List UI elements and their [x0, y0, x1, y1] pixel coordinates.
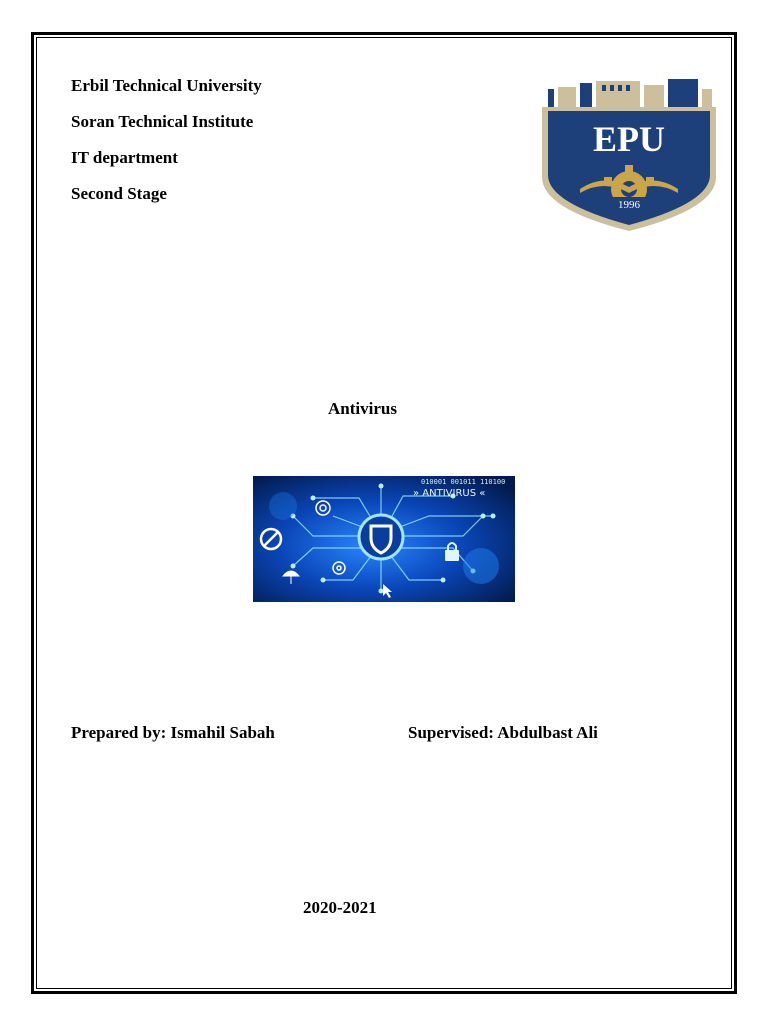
- shield-icon: [359, 515, 403, 559]
- document-title: Antivirus: [328, 399, 397, 418]
- prepared-by: Prepared by: Ismahil Sabah: [71, 723, 275, 742]
- binary-text: 010001 001011 110100: [421, 478, 506, 486]
- antivirus-illustration: [253, 476, 515, 602]
- institute-name: Soran Technical Institute: [71, 112, 254, 131]
- epu-logo: [540, 77, 720, 233]
- supervised-by: Supervised: Abdulbast Ali: [408, 723, 598, 742]
- academic-year: 2020-2021: [303, 898, 377, 917]
- stage-name: Second Stage: [71, 184, 167, 203]
- logo-text: EPU: [593, 119, 665, 159]
- logo-year: 1996: [618, 199, 640, 211]
- university-name: Erbil Technical University: [71, 76, 262, 95]
- building-skyline-icon: [548, 79, 712, 109]
- banner-text: » ANTIVIRUS «: [413, 488, 486, 499]
- department-name: IT department: [71, 148, 178, 167]
